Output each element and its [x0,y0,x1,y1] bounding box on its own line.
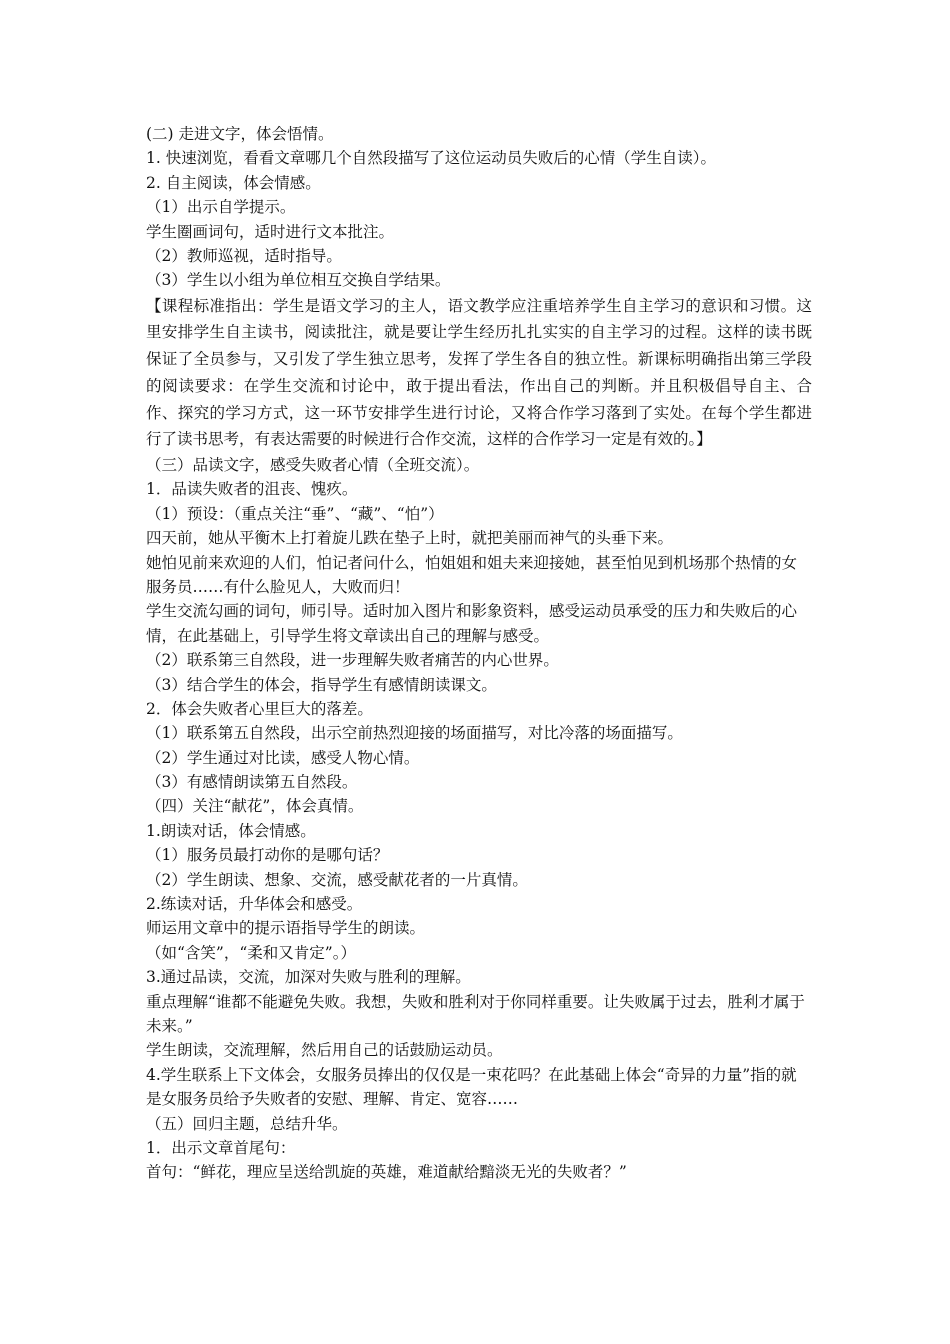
sub-step-1-fifth-paragraph: （1）联系第五自然段，出示空前热烈迎接的场面描写，对比冷落的场面描写。 [146,724,683,743]
quote-fear-paragraph: 她怕见前来欢迎的人们，怕记者问什么，怕姐姐和姐夫来迎接她，甚至怕见到机场那个热情的女服务员……有什么脸见人，大败而归！ [146,553,798,596]
focus-quote-paragraph: 重点理解“谁都不能避免失败。我想，失败和胜利对于你同样重要。让失败属于过去，胜利才属于未来。” [146,992,805,1036]
sub-step-2-third-paragraph: （2）联系第三自然段，进一步理解失败者痛苦的内心世界。 [146,651,559,670]
section-heading-5: （五）回归主题，总结升华。 [146,1114,348,1133]
curriculum-standard-note: 【课程标准指出：学生是语文学习的主人，语文教学应注重培养学生自主学习的意识和习惯。这里安排学生自主读书，阅读批注，就是要让学生经历扎扎实实的自主学习的过程。这样的读书既保证了全员参与，又引发了学生独立思考，发挥了学生各自的独立性。新课标明确指出第三学段的阅读要求：在学生交流和讨论中，敢于提出看法，作出自己的判断。并且积极倡导自主、合作、探究的学习方式，这一环节安排学生进行讨论，又将合作学习落到了实处。在每个学生都进行了读书思考，有表达需要的时候进行合作交流，这样的合作学习一定是有效的。】 [146,296,812,449]
step-4-flower-paragraph: 4.学生联系上下文体会，女服务员捧出的仅仅是一束花吗？在此基础上体会“奇异的力量”指的就是女服务员给予失败者的安慰、理解、肯定、宽容…… [146,1065,797,1109]
step-2-practice-dialogue: 2.练读对话，升华体会和感受。 [146,895,363,914]
sub-step-2: （2）教师巡视，适时指导。 [146,246,342,265]
sub-step-2-compare-reading: （2）学生通过对比读，感受人物心情。 [146,748,420,767]
sub-step-1-moving-sentence: （1）服务员最打动你的是哪句话？ [146,846,389,865]
section-heading-4: （四）关注“献花”，体会真情。 [146,797,364,816]
preset-focus: （1）预设：（重点关注“垂”、“藏”、“怕”） [146,504,444,523]
step-2-contrast: 2．体会失败者心里巨大的落差。 [146,699,373,718]
sub-step-3: （3）学生以小组为单位相互交换自学结果。 [146,271,451,290]
quote-four-days: 四天前，她从平衡木上打着旋儿跌在垫子上时，就把美丽而神气的头垂下来。 [146,529,674,548]
step-1-dialogue: 1.朗读对话，体会情感。 [146,821,316,840]
step-1-frustration: 1．品读失败者的沮丧、愧疚。 [146,480,358,499]
lesson-plan-body [146,122,812,1185]
step-3-understanding: 3.通过品读，交流，加深对失败与胜利的理解。 [146,968,471,987]
encourage-line: 学生朗读，交流理解，然后用自己的话鼓励运动员。 [146,1041,503,1060]
step-1-first-last: 1．出示文章首尾句： [146,1139,296,1158]
section-heading-2: (二) 走进文字，体会悟情。 [146,125,334,143]
exchange-paragraph: 学生交流勾画的词句，师引导。适时加入图片和影象资料，感受运动员承受的压力和失败后的心情，在此基础上，引导学生将文章读出自己的理解与感受。 [146,602,798,645]
teacher-guidance: 师运用文章中的提示语指导学生的朗读。 [146,919,426,938]
sub-step-2-imagine: （2）学生朗读、想象、交流，感受献花者的一片真情。 [146,870,528,889]
section-heading-3: （三）品读文字，感受失败者心情（全班交流）。 [146,455,480,474]
annotation-line: 学生圈画词句，适时进行文本批注。 [146,222,395,241]
sub-step-3-read-fifth: （3）有感情朗读第五自然段。 [146,773,358,792]
first-sentence-quote: 首句：“鲜花，理应呈送给凯旋的英雄，难道献给黯淡无光的失败者？” [146,1163,627,1182]
step-1-skim: 1. 快速浏览，看看文章哪几个自然段描写了这位运动员失败后的心情（学生自读）。 [146,149,716,168]
example-cues: （如“含笑”，“柔和又肯定”。） [146,943,356,962]
step-2-self-read: 2. 自主阅读，体会情感。 [146,173,321,192]
sub-step-1: （1）出示自学提示。 [146,198,296,217]
sub-step-3-emotional-reading: （3）结合学生的体会，指导学生有感情朗读课文。 [146,675,497,694]
